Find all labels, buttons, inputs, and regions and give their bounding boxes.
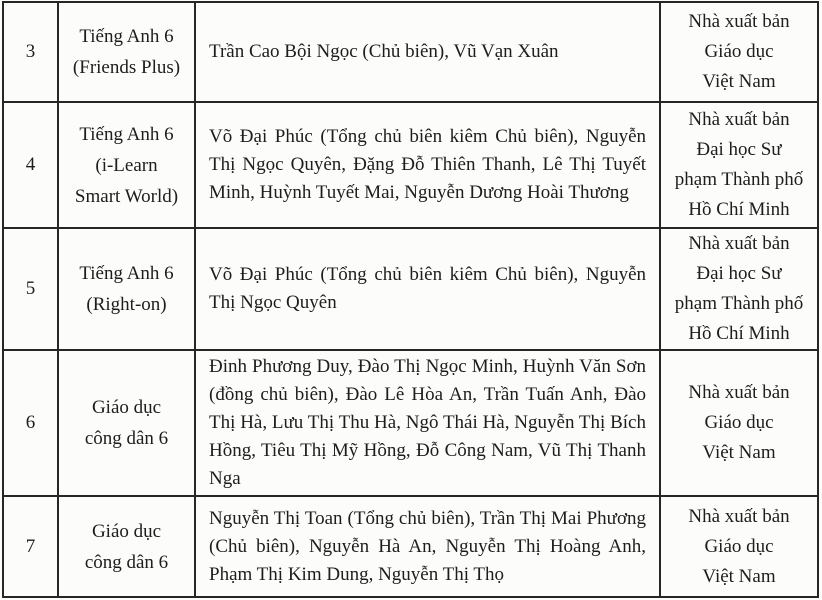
text-line: (i-Learn xyxy=(95,154,158,176)
row-number-cell: 5 xyxy=(3,228,58,350)
row-number-cell: 7 xyxy=(3,496,58,597)
table-row xyxy=(3,350,818,496)
text-line: Giáo dục xyxy=(704,535,774,557)
publisher-cell xyxy=(660,2,818,102)
text-line: Việt Nam xyxy=(702,71,776,92)
text-line: Nhà xuất bản xyxy=(688,505,790,527)
book-title-cell xyxy=(58,2,195,102)
text-line: Hồ Chí Minh xyxy=(688,199,790,220)
textbook-table xyxy=(2,1,819,598)
book-title-cell xyxy=(58,496,195,597)
text-line: Giáo dục xyxy=(91,397,162,418)
book-title-cell xyxy=(58,228,195,350)
row-number-cell: 3 xyxy=(3,2,58,102)
row-number-cell: 4 xyxy=(3,102,58,228)
publisher-cell xyxy=(660,496,818,597)
text-line: Nhà xuất bản xyxy=(688,11,790,32)
text-line: Đại học Sư xyxy=(696,263,782,284)
table-row xyxy=(3,496,818,597)
row-number-cell: 6 xyxy=(3,350,58,496)
table-row xyxy=(3,2,818,102)
text-line: Tiếng Anh 6 xyxy=(79,26,174,47)
text-line: (Right-on) xyxy=(86,294,167,315)
text-line: (Friends Plus) xyxy=(72,57,181,78)
text-line: phạm Thành phố xyxy=(674,169,804,190)
authors-cell: Đinh Phương Duy, Đào Thị Ngọc Minh, Huỳnh Văn Sơn (đồng chủ biên), Đào Lê Hòa An, Trần Tuấn Anh, Đào Thị Hà, Lưu Thị Thu Hà, Ngô Thái Hà, Nguyễn Thị Bích Hồng, Tiêu Thị Mỹ Hồng, Đỗ Công Nam, Vũ Thị Thanh Nga xyxy=(195,350,660,496)
text-line: công dân 6 xyxy=(84,428,169,449)
publisher-cell xyxy=(660,102,818,228)
publisher-cell xyxy=(660,228,818,350)
authors-cell: Nguyễn Thị Toan (Tổng chủ biên), Trần Thị Mai Phương (Chủ biên), Nguyễn Hà An, Nguyễn Thị Hoàng Anh, Phạm Thị Kim Dung, Nguyễn Thị Thọ xyxy=(195,496,660,597)
text-line: Giáo dục xyxy=(91,520,162,542)
text-line: Smart World) xyxy=(74,185,179,207)
authors-cell: Võ Đại Phúc (Tổng chủ biên kiêm Chủ biên), Nguyễn Thị Ngọc Quyên, Đặng Đỗ Thiên Thanh, Lê Thị Tuyết Minh, Huỳnh Tuyết Mai, Nguyễn Dương Hoài Thương xyxy=(195,102,660,228)
text-line: Giáo dục xyxy=(704,41,774,62)
text-line: Hồ Chí Minh xyxy=(688,323,790,344)
publisher-cell xyxy=(660,350,818,496)
text-line: Giáo dục xyxy=(704,412,774,433)
text-line: Tiếng Anh 6 xyxy=(79,263,174,284)
text-line: Tiếng Anh 6 xyxy=(79,123,174,145)
text-line: Việt Nam xyxy=(702,442,776,463)
table-row xyxy=(3,102,818,228)
text-line: công dân 6 xyxy=(84,551,169,573)
table-row xyxy=(3,228,818,350)
text-line: Việt Nam xyxy=(702,565,776,587)
text-line: phạm Thành phố xyxy=(674,293,804,314)
text-line: Đại học Sư xyxy=(696,139,782,160)
authors-cell: Võ Đại Phúc (Tổng chủ biên kiêm Chủ biên), Nguyễn Thị Ngọc Quyên xyxy=(195,228,660,350)
text-line: Nhà xuất bản xyxy=(688,233,790,254)
text-line: Nhà xuất bản xyxy=(688,109,790,130)
text-line: Nhà xuất bản xyxy=(688,382,790,403)
authors-cell: Trần Cao Bội Ngọc (Chủ biên), Vũ Vạn Xuân xyxy=(195,2,660,102)
book-title-cell xyxy=(58,350,195,496)
book-title-cell xyxy=(58,102,195,228)
